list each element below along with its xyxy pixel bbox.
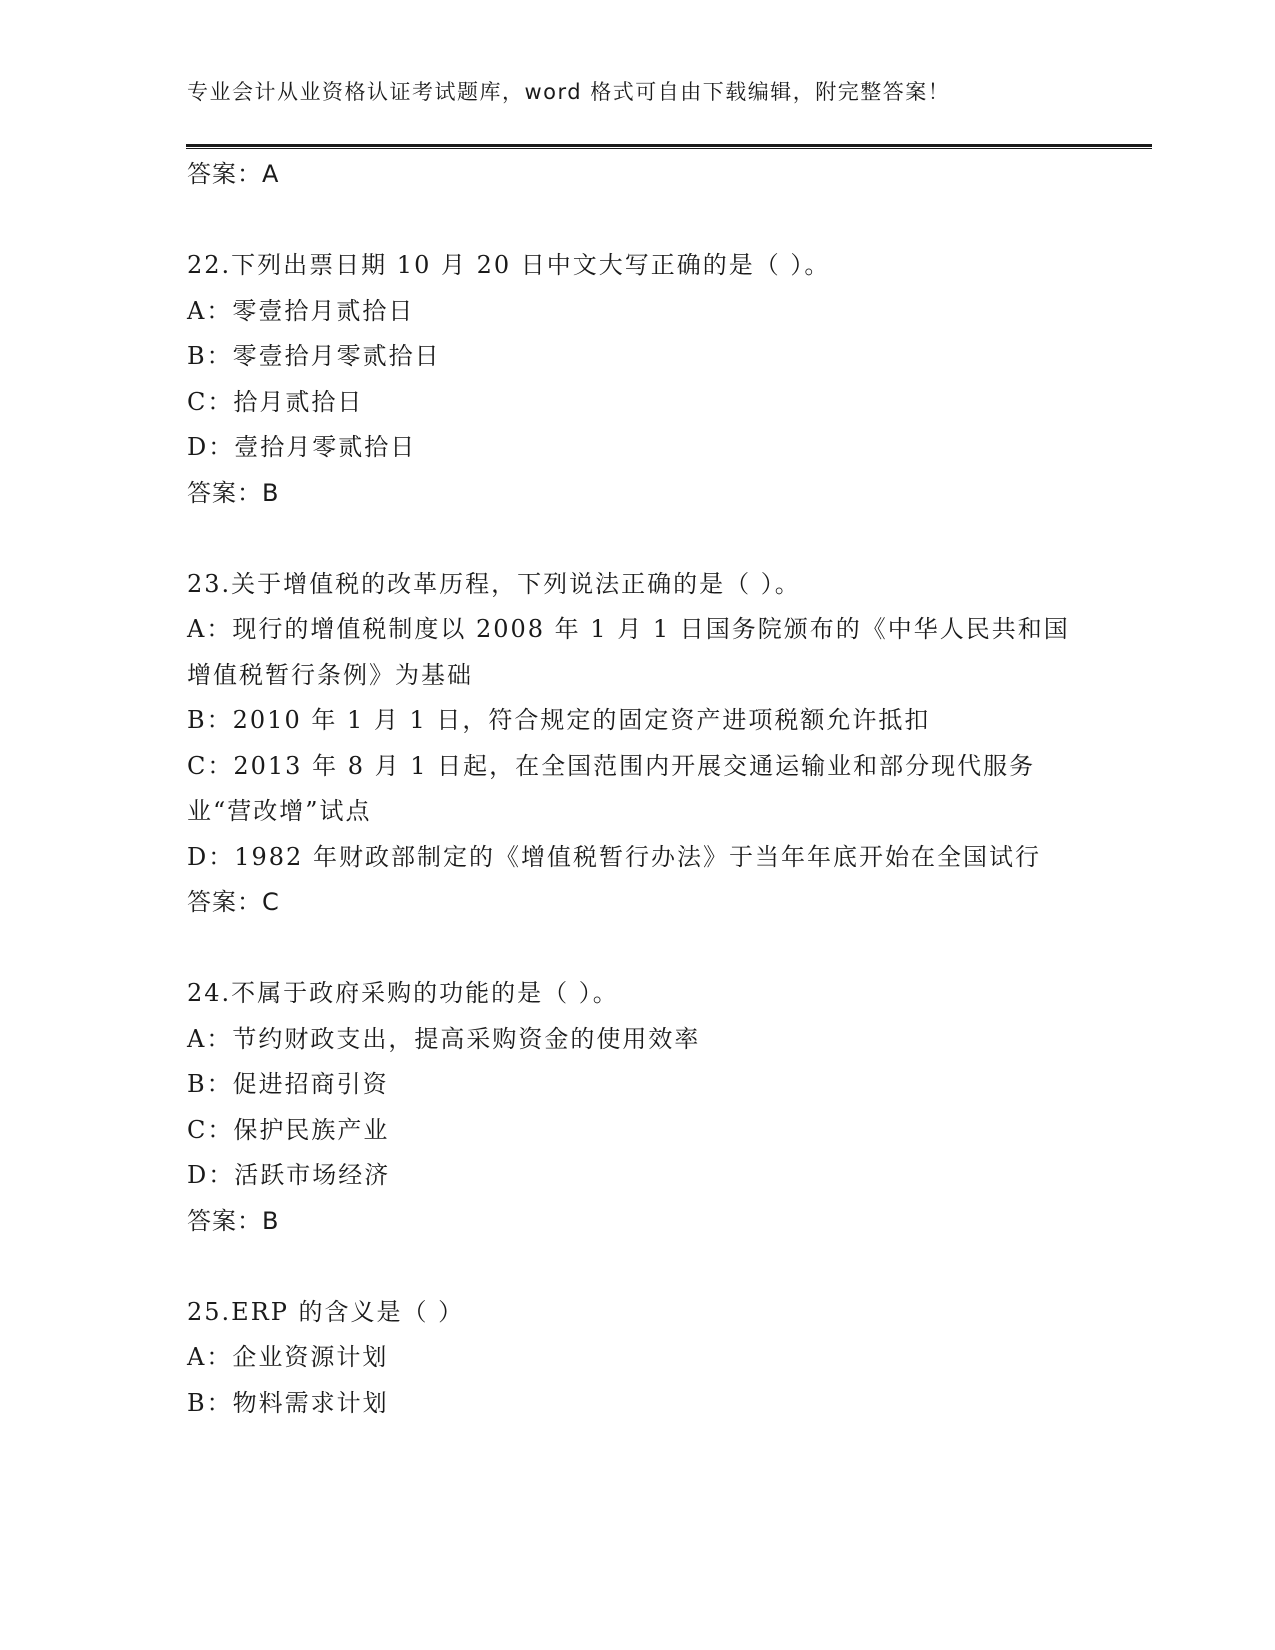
spacer [187, 198, 1077, 244]
option-b: B：2010 年 1 月 1 日，符合规定的固定资产进项税额允许抵扣 [187, 706, 931, 734]
question-22 [187, 243, 1077, 516]
question-23 [187, 562, 1077, 926]
option-b: B：物料需求计划 [187, 1388, 389, 1417]
question-25 [187, 1290, 1077, 1427]
question-24 [187, 971, 1077, 1244]
question-stem: 22.下列出票日期 10 月 20 日中文大写正确的是（ ）。 [187, 251, 831, 279]
page-header: 专业会计从业资格认证考试题库，word 格式可自由下载编辑，附完整答案！ [187, 80, 951, 104]
question-stem: 25.ERP 的含义是（ ） [187, 1297, 465, 1326]
option-b: B：促进招商引资 [187, 1070, 389, 1098]
answer: 答案：B [187, 1206, 280, 1235]
option-c: C：保护民族产业 [187, 1115, 390, 1144]
spacer [187, 1244, 1077, 1290]
answer: 答案：C [187, 888, 280, 916]
option-a: A：节约财政支出，提高采购资金的使用效率 [187, 1024, 701, 1053]
option-a: A：现行的增值税制度以 2008 年 1 月 1 日国务院颁布的《中华人民共和国增值税暂行条例》为基础 [187, 615, 1070, 689]
option-a: A：企业资源计划 [187, 1343, 389, 1371]
spacer [187, 516, 1077, 562]
question-stem: 23.关于增值税的改革历程，下列说法正确的是（ ）。 [187, 569, 801, 598]
option-d: D：1982 年财政部制定的《增值税暂行办法》于当年年底开始在全国试行 [187, 842, 1041, 871]
option-a: A：零壹拾月贰拾日 [187, 296, 415, 325]
header-divider [186, 144, 1152, 149]
document-body [187, 152, 1077, 1426]
option-c: C：2013 年 8 月 1 日起，在全国范围内开展交通运输业和部分现代服务业“营改增”试点 [187, 751, 1036, 825]
option-b: B：零壹拾月零贰拾日 [187, 342, 441, 370]
spacer [187, 926, 1077, 972]
option-d: D：活跃市场经济 [187, 1161, 391, 1189]
option-d: D：壹拾月零贰拾日 [187, 433, 417, 461]
previous-answer: 答案：A [187, 160, 280, 188]
option-c: C：拾月贰拾日 [187, 387, 364, 416]
question-stem: 24.不属于政府采购的功能的是（ ）。 [187, 979, 619, 1007]
answer: 答案：B [187, 478, 280, 507]
